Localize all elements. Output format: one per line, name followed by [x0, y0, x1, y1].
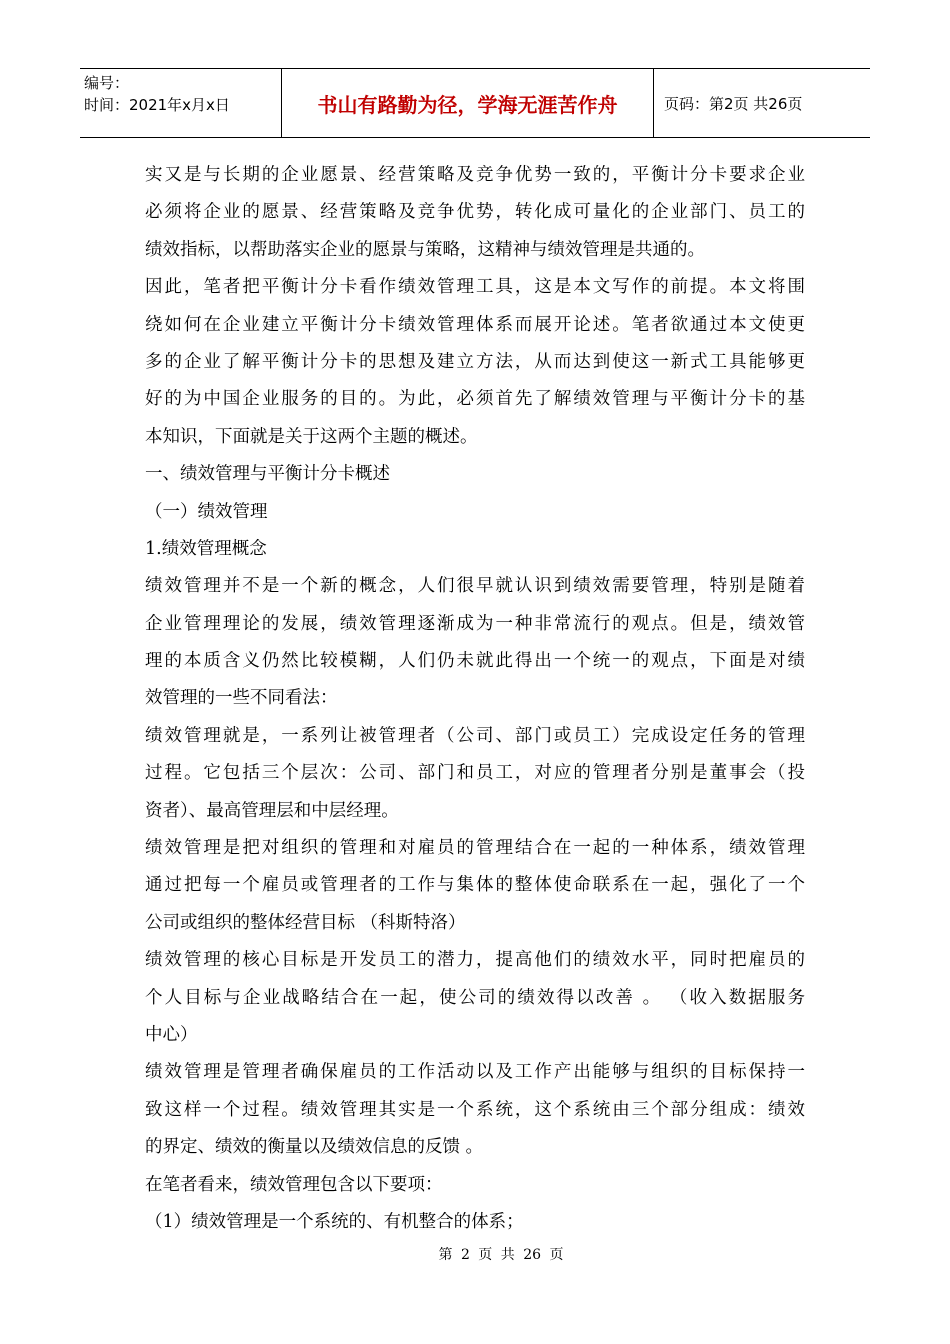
body-text-line: 中心）	[145, 1024, 198, 1045]
body-text-line: 绩效管理并不是一个新的概念，人们很早就认识到绩效需要管理，特别是随着	[145, 576, 805, 597]
body-text-line: 致这样一个过程。绩效管理其实是一个系统，这个系统由三个部分组成：绩效	[145, 1099, 805, 1120]
body-text-line: 企业管理理论的发展，绩效管理逐渐成为一种非常流行的观点。但是，绩效管	[145, 613, 805, 634]
body-text-line: 绩效管理是管理者确保雇员的工作活动以及工作产出能够与组织的目标保持一	[145, 1062, 805, 1083]
body-text-line: 通过把每一个雇员或管理者的工作与集体的整体使命联系在一起，强化了一个	[145, 875, 805, 896]
body-text-line: 一、绩效管理与平衡计分卡概述	[145, 464, 390, 485]
body-text-line: 因此，笔者把平衡计分卡看作绩效管理工具，这是本文写作的前提。本文将围	[145, 277, 805, 298]
body-text-line: 资者）、最高管理层和中层经理。	[145, 800, 399, 821]
body-text-line: 绩效管理的核心目标是开发员工的潜力，提高他们的绩效水平，同时把雇员的	[145, 950, 805, 971]
page-footer: 第 2 页 共 26 页	[438, 1247, 564, 1263]
header-motto: 书山有路勤为径，学海无涯苦作舟	[282, 69, 654, 137]
body-text-line: 多的企业了解平衡计分卡的思想及建立方法，从而达到使这一新式工具能够更	[145, 351, 805, 372]
body-text-line: 绩效管理就是，一系列让被管理者（公司、部门或员工）完成设定任务的管理	[145, 725, 805, 746]
body-text-line: 绩效管理是把对组织的管理和对雇员的管理结合在一起的一种体系，绩效管理	[145, 838, 805, 859]
document-number-label: 编号：	[84, 74, 130, 92]
body-text-line: （一）绩效管理	[145, 501, 268, 522]
document-time-label: 时间：2021年x月x日	[84, 96, 230, 114]
body-text-line: 好的为中国企业服务的目的。为此，必须首先了解绩效管理与平衡计分卡的基	[145, 389, 805, 410]
body-text-line: 效管理的一些不同看法：	[145, 688, 338, 709]
body-text-line: 的界定、绩效的衡量以及绩效信息的反馈 。	[145, 1137, 484, 1158]
body-text-line: 理的本质含义仍然比较模糊，人们仍未就此得出一个统一的观点，下面是对绩	[145, 651, 805, 672]
document-body	[145, 157, 805, 1241]
body-text-line: 过程。它包括三个层次：公司、部门和员工，对应的管理者分别是董事会（投	[145, 763, 805, 784]
body-text-line: 在笔者看来，绩效管理包含以下要项：	[145, 1174, 443, 1195]
header-page-number: 页码：第2页 共26页	[664, 94, 803, 113]
body-text-line: 绩效指标，以帮助落实企业的愿景与策略，这精神与绩效管理是共通的。	[145, 239, 705, 260]
body-text-line: 绕如何在企业建立平衡计分卡绩效管理体系而展开论述。笔者欲通过本文使更	[145, 314, 805, 335]
body-text-line: 实又是与长期的企业愿景、经营策略及竞争优势一致的，平衡计分卡要求企业	[145, 165, 805, 185]
body-text-line: 本知识，下面就是关于这两个主题的概述。	[145, 426, 478, 447]
header-meta-cell	[80, 69, 282, 137]
body-text-line: 1.绩效管理概念	[145, 538, 267, 559]
body-text-line: （1）绩效管理是一个系统的、有机整合的体系；	[145, 1211, 524, 1232]
body-text-line: 个人目标与企业战略结合在一起，使公司的绩效得以改善 。 （收入数据服务	[145, 987, 805, 1008]
body-text-line: 必须将企业的愿景、经营策略及竞争优势，转化成可量化的企业部门、员工的	[145, 202, 805, 223]
body-text-line: 公司或组织的整体经营目标 （科斯特洛）	[145, 912, 466, 933]
document-header	[80, 68, 870, 138]
